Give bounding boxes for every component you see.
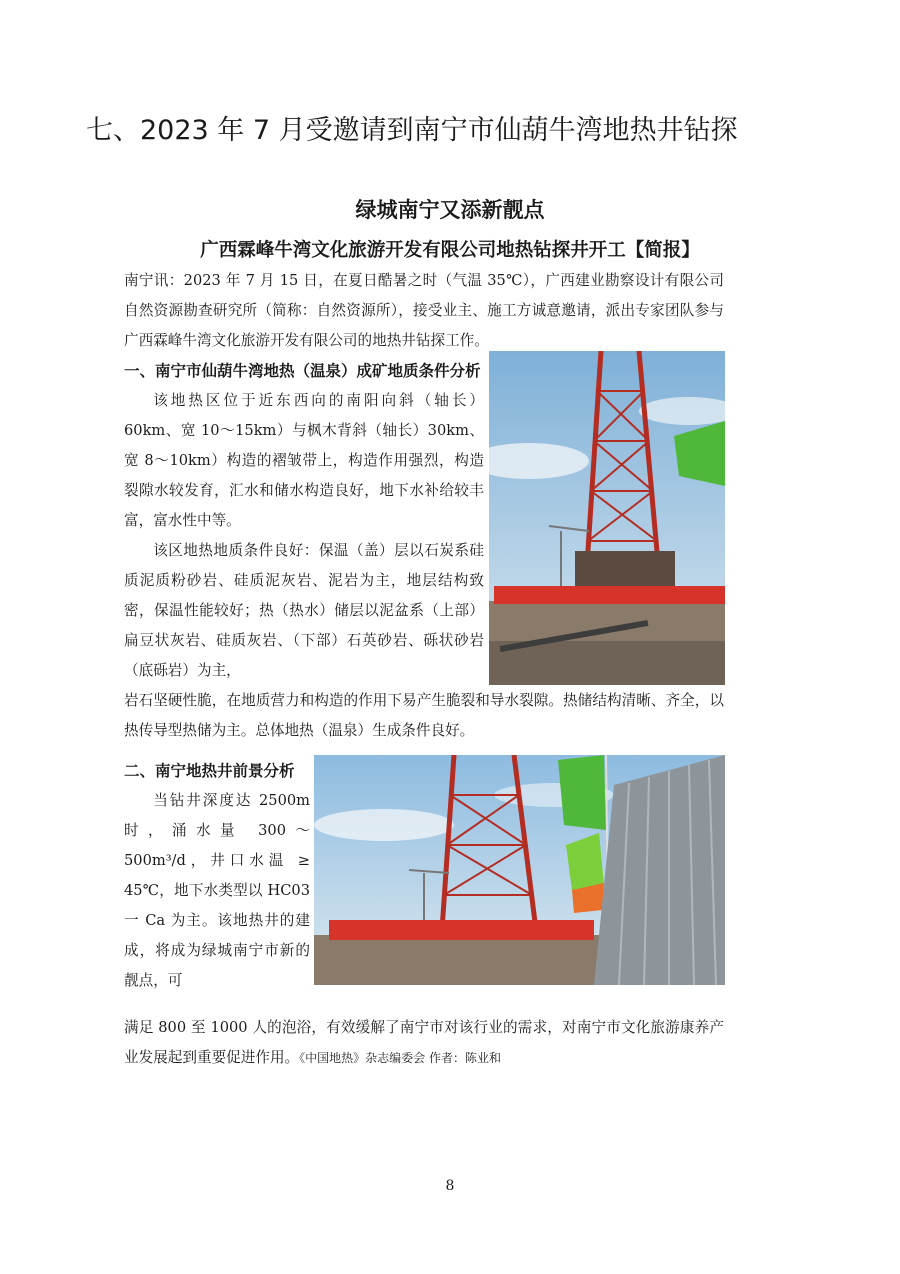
section1-paragraph1: 该地热区位于近东西向的南阳向斜（轴长）60km、宽 10～15km）与枫木背斜（轴长）30km、宽 8～10km）构造的褶皱带上，构造作用强烈，构造裂隙水较发育，汇水和储水构造良好，地下水补给较丰富，富水性中等。 bbox=[124, 392, 484, 529]
section2-column bbox=[124, 756, 310, 996]
section1-paragraph2: 该区地热地质条件良好：保温（盖）层以石炭系硅质泥质粉砂岩、硅质泥灰岩、泥岩为主，地层结构致密，保温性能较好；热（热水）储层以泥盆系（上部）扁豆状灰岩、硅质灰岩、（下部）石英砂岩、砾状砂岩（底砾岩）为主， bbox=[124, 542, 484, 679]
section1-column bbox=[124, 356, 484, 686]
section-heading: 七、2023 年 7 月受邀请到南宁市仙葫牛湾地热井钻探 bbox=[86, 115, 738, 146]
section2-paragraph-continued bbox=[124, 1013, 724, 1073]
article-credit: 《中国地热》杂志编委会 作者：陈业和 bbox=[299, 1051, 501, 1065]
section1-heading: 一、南宁市仙葫牛湾地热（温泉）成矿地质条件分析 bbox=[124, 362, 481, 380]
section1-paragraph2-continued: 岩石坚硬性脆，在地质营力和构造的作用下易产生脆裂和导水裂隙。热储结构清晰、齐全，以热传导型热储为主。总体地热（温泉）生成条件良好。 bbox=[124, 692, 724, 739]
drilling-rig-photo-1 bbox=[489, 351, 725, 685]
drilling-rig-photo-2 bbox=[314, 755, 725, 985]
page-number: 8 bbox=[445, 1178, 455, 1194]
intro-paragraph: 南宁讯：2023 年 7 月 15 日，在夏日酷暑之时（气温 35℃），广西建业勘察设计有限公司自然资源勘查研究所（简称：自然资源所），接受业主、施工方诚意邀请，派出专家团队参与广西霖峰牛湾文化旅游开发有限公司的地热井钻探工作。 bbox=[124, 272, 724, 349]
section2-heading: 二、南宁地热井前景分析 bbox=[124, 762, 295, 780]
section2-paragraph: 当钻井深度达 2500m 时，涌水量 300～500m³/d，井口水温 ≥ 45℃，地下水类型以 HC03 一 Ca 为主。该地热井的建成，将成为绿城南宁市新的靓点，可 bbox=[124, 792, 310, 989]
section2-paragraph-continued-text: 满足 800 至 1000 人的泡浴，有效缓解了南宁市对该行业的需求，对南宁市文化旅游康养产业发展起到重要促进作用。 bbox=[124, 1019, 724, 1066]
article-subtitle: 广西霖峰牛湾文化旅游开发有限公司地热钻探井开工【简报】 bbox=[200, 240, 700, 261]
article-title: 绿城南宁又添新靓点 bbox=[355, 198, 545, 222]
